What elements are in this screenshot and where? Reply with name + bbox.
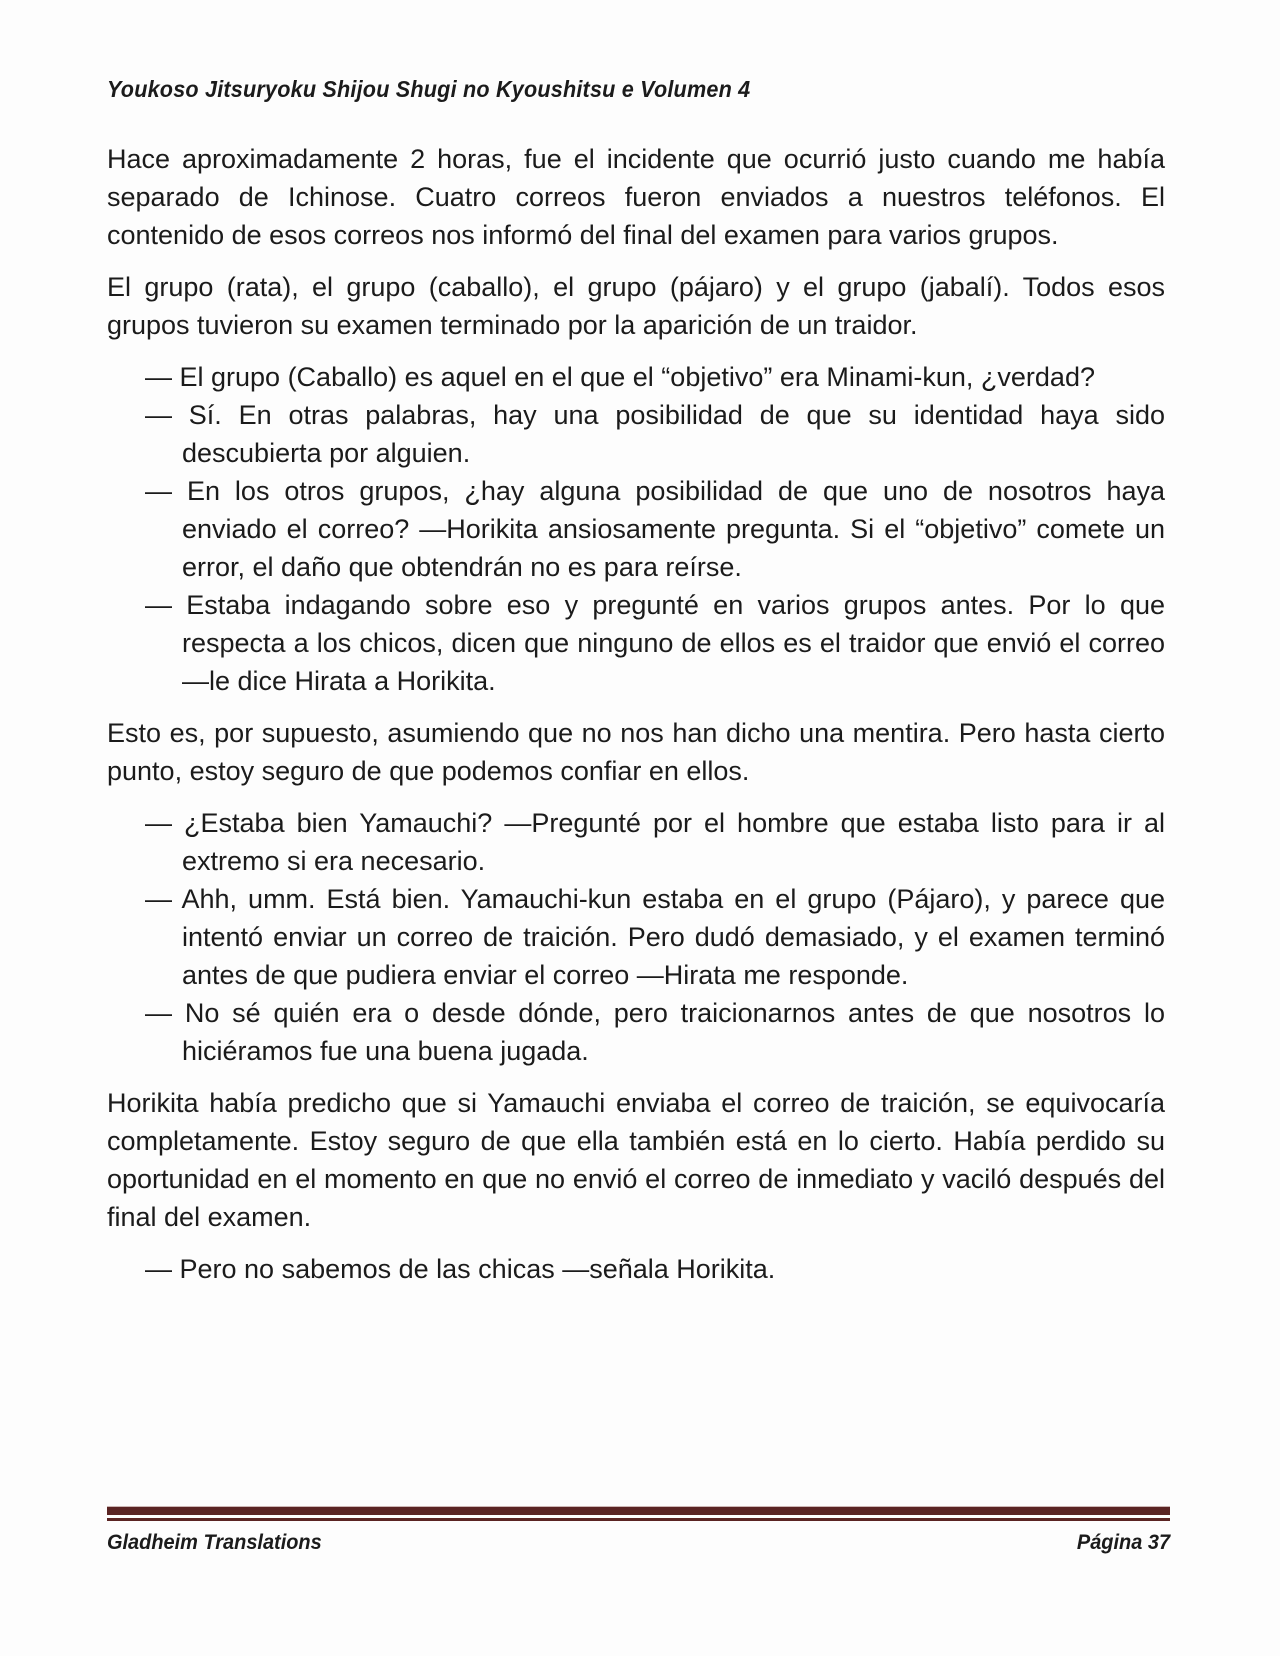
- dialogue-group: [107, 804, 1165, 1070]
- dialogue-line: — Estaba indagando sobre eso y pregunté en varios grupos antes. Por lo que respecta a los chicos, dicen que ninguno de ellos es el traidor que envió el correo —le dice Hirata a Horikita.: [145, 590, 1165, 696]
- footer-rule: [107, 1506, 1170, 1521]
- paragraph: Hace aproximadamente 2 horas, fue el incidente que ocurrió justo cuando me había separado de Ichinose. Cuatro correos fueron enviados a nuestros teléfonos. El contenido de esos correos nos informó del final del examen para varios grupos.: [107, 144, 1165, 250]
- dialogue-group: [107, 358, 1165, 700]
- dialogue-line: — Ahh, umm. Está bien. Yamauchi-kun estaba en el grupo (Pájaro), y parece que intentó enviar un correo de traición. Pero dudó demasiado, y el examen terminó antes de que pudiera enviar el correo —Hirata me responde.: [145, 884, 1165, 990]
- dialogue-line: — No sé quién era o desde dónde, pero traicionarnos antes de que nosotros lo hiciéramos fue una buena jugada.: [145, 998, 1165, 1066]
- dialogue-group: [107, 1250, 1165, 1288]
- footer-translator-credit: Gladheim Translations: [107, 1531, 322, 1554]
- footer-rule-thin: [107, 1518, 1170, 1521]
- footer-row: [107, 1531, 1170, 1555]
- document-body: [107, 140, 1165, 1288]
- footer-rule-thick: [107, 1506, 1170, 1515]
- paragraph: Horikita había predicho que si Yamauchi enviaba el correo de traición, se equivocaría completamente. Estoy seguro de que ella también está en lo cierto. Había perdido su oportunidad en el momento en que no envió el correo de inmediato y vaciló después del final del examen.: [107, 1088, 1165, 1232]
- page-content: [107, 76, 1165, 1302]
- dialogue-line: — En los otros grupos, ¿hay alguna posibilidad de que uno de nosotros haya enviado el correo? —Horikita ansiosamente pregunta. Si el “objetivo” comete un error, el daño que obtendrán no es para reírse.: [145, 476, 1165, 582]
- dialogue-line: — El grupo (Caballo) es aquel en el que el “objetivo” era Minami-kun, ¿verdad?: [145, 362, 1095, 392]
- dialogue-line: — Sí. En otras palabras, hay una posibilidad de que su identidad haya sido descubierta por alguien.: [145, 400, 1165, 468]
- paragraph: El grupo (rata), el grupo (caballo), el grupo (pájaro) y el grupo (jabalí). Todos esos grupos tuvieron su examen terminado por la aparición de un traidor.: [107, 272, 1165, 340]
- footer-page-number: Página 37: [1076, 1531, 1170, 1554]
- dialogue-line: — Pero no sabemos de las chicas —señala Horikita.: [145, 1254, 776, 1284]
- running-header-title: Youkoso Jitsuryoku Shijou Shugi no Kyoushitsu e Volumen 4: [107, 76, 751, 102]
- dialogue-line: — ¿Estaba bien Yamauchi? —Pregunté por el hombre que estaba listo para ir al extremo si era necesario.: [145, 808, 1165, 876]
- page-footer: [107, 1506, 1170, 1555]
- paragraph: Esto es, por supuesto, asumiendo que no nos han dicho una mentira. Pero hasta cierto punto, estoy seguro de que podemos confiar en ellos.: [107, 718, 1165, 786]
